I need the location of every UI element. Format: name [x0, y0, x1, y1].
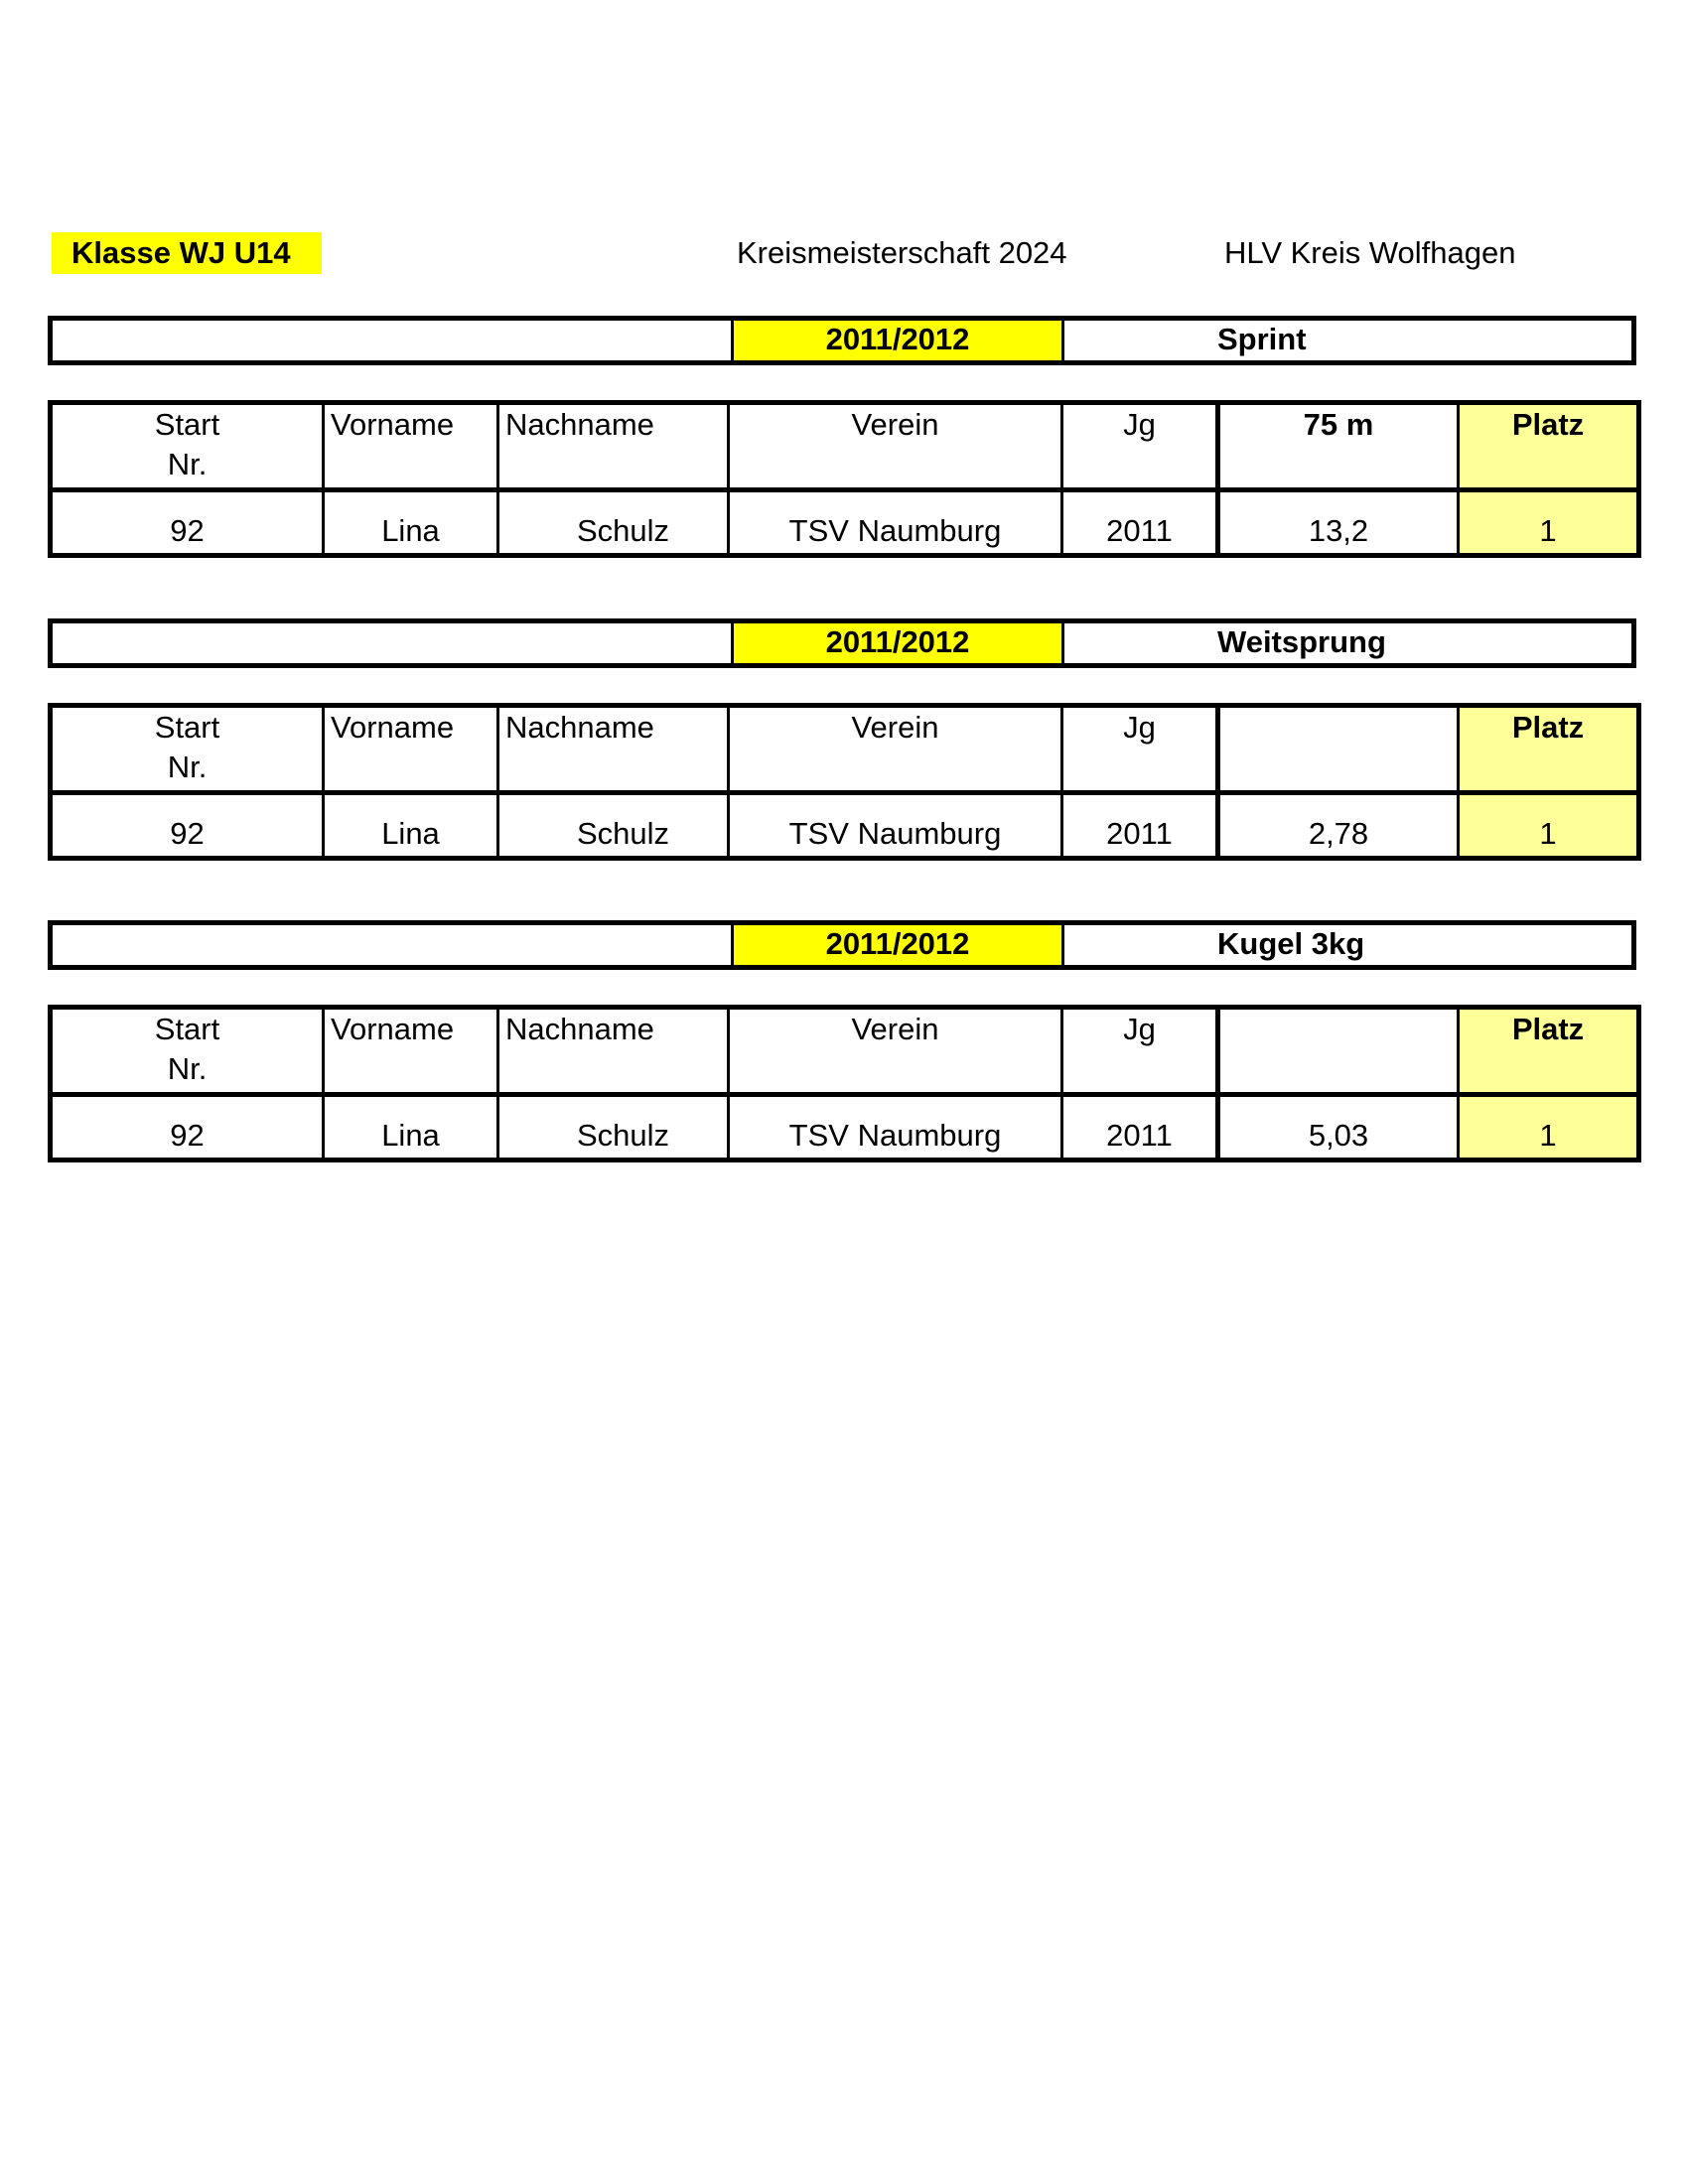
header-jg: Jg — [1062, 1008, 1218, 1095]
cell-performance: 2,78 — [1218, 793, 1459, 859]
cell-performance: 13,2 — [1218, 490, 1459, 556]
table-header-row — [51, 706, 1639, 793]
organizer-name: HLV Kreis Wolfhagen — [1224, 235, 1516, 270]
header-jg: Jg — [1062, 403, 1218, 490]
cell-nachname: Schulz — [498, 1095, 729, 1160]
cell-nachname: Schulz — [498, 490, 729, 556]
cell-vorname: Lina — [324, 1095, 498, 1160]
header-performance — [1218, 706, 1459, 793]
header-performance: 75 m — [1218, 403, 1459, 490]
header-verein: Verein — [729, 1008, 1062, 1095]
header-vorname: Vorname — [324, 706, 498, 793]
cell-jg: 2011 — [1062, 1095, 1218, 1160]
cell-platz: 1 — [1459, 793, 1639, 859]
header-start-nr: Start Nr. — [51, 706, 324, 793]
header-start-nr: Start Nr. — [51, 403, 324, 490]
cell-verein: TSV Naumburg — [729, 490, 1062, 556]
event-title-bar — [48, 316, 1636, 365]
cell-vorname: Lina — [324, 793, 498, 859]
cell-verein: TSV Naumburg — [729, 793, 1062, 859]
table-header-row — [51, 1008, 1639, 1095]
cell-start-nr: 92 — [51, 1095, 324, 1160]
table-row — [51, 1095, 1639, 1160]
header-vorname: Vorname — [324, 403, 498, 490]
class-label: Klasse WJ U14 — [52, 232, 322, 274]
header-vorname: Vorname — [324, 1008, 498, 1095]
year-group-label: 2011/2012 — [731, 925, 1064, 965]
cell-jg: 2011 — [1062, 490, 1218, 556]
header-nachname: Nachname — [498, 1008, 729, 1095]
table-row — [51, 490, 1639, 556]
header-verein: Verein — [729, 403, 1062, 490]
header-nachname: Nachname — [498, 706, 729, 793]
cell-nachname: Schulz — [498, 793, 729, 859]
discipline-label: Weitsprung — [1217, 624, 1386, 659]
results-table — [48, 703, 1641, 861]
table-header-row — [51, 403, 1639, 490]
year-group-label: 2011/2012 — [731, 321, 1064, 360]
cell-platz: 1 — [1459, 1095, 1639, 1160]
header-verein: Verein — [729, 706, 1062, 793]
header-jg: Jg — [1062, 706, 1218, 793]
event-title-bar — [48, 920, 1636, 970]
header-platz: Platz — [1459, 706, 1639, 793]
discipline-label: Kugel 3kg — [1217, 926, 1365, 961]
event-title-bar — [48, 618, 1636, 668]
year-group-label: 2011/2012 — [731, 623, 1064, 663]
event-title: Kreismeisterschaft 2024 — [737, 235, 1067, 270]
cell-performance: 5,03 — [1218, 1095, 1459, 1160]
header-platz: Platz — [1459, 403, 1639, 490]
table-row — [51, 793, 1639, 859]
cell-vorname: Lina — [324, 490, 498, 556]
results-table — [48, 400, 1641, 558]
discipline-label: Sprint — [1217, 322, 1307, 356]
cell-platz: 1 — [1459, 490, 1639, 556]
header-platz: Platz — [1459, 1008, 1639, 1095]
cell-verein: TSV Naumburg — [729, 1095, 1062, 1160]
header-performance — [1218, 1008, 1459, 1095]
cell-jg: 2011 — [1062, 793, 1218, 859]
header-start-nr: Start Nr. — [51, 1008, 324, 1095]
cell-start-nr: 92 — [51, 793, 324, 859]
results-table — [48, 1005, 1641, 1162]
cell-start-nr: 92 — [51, 490, 324, 556]
header-nachname: Nachname — [498, 403, 729, 490]
